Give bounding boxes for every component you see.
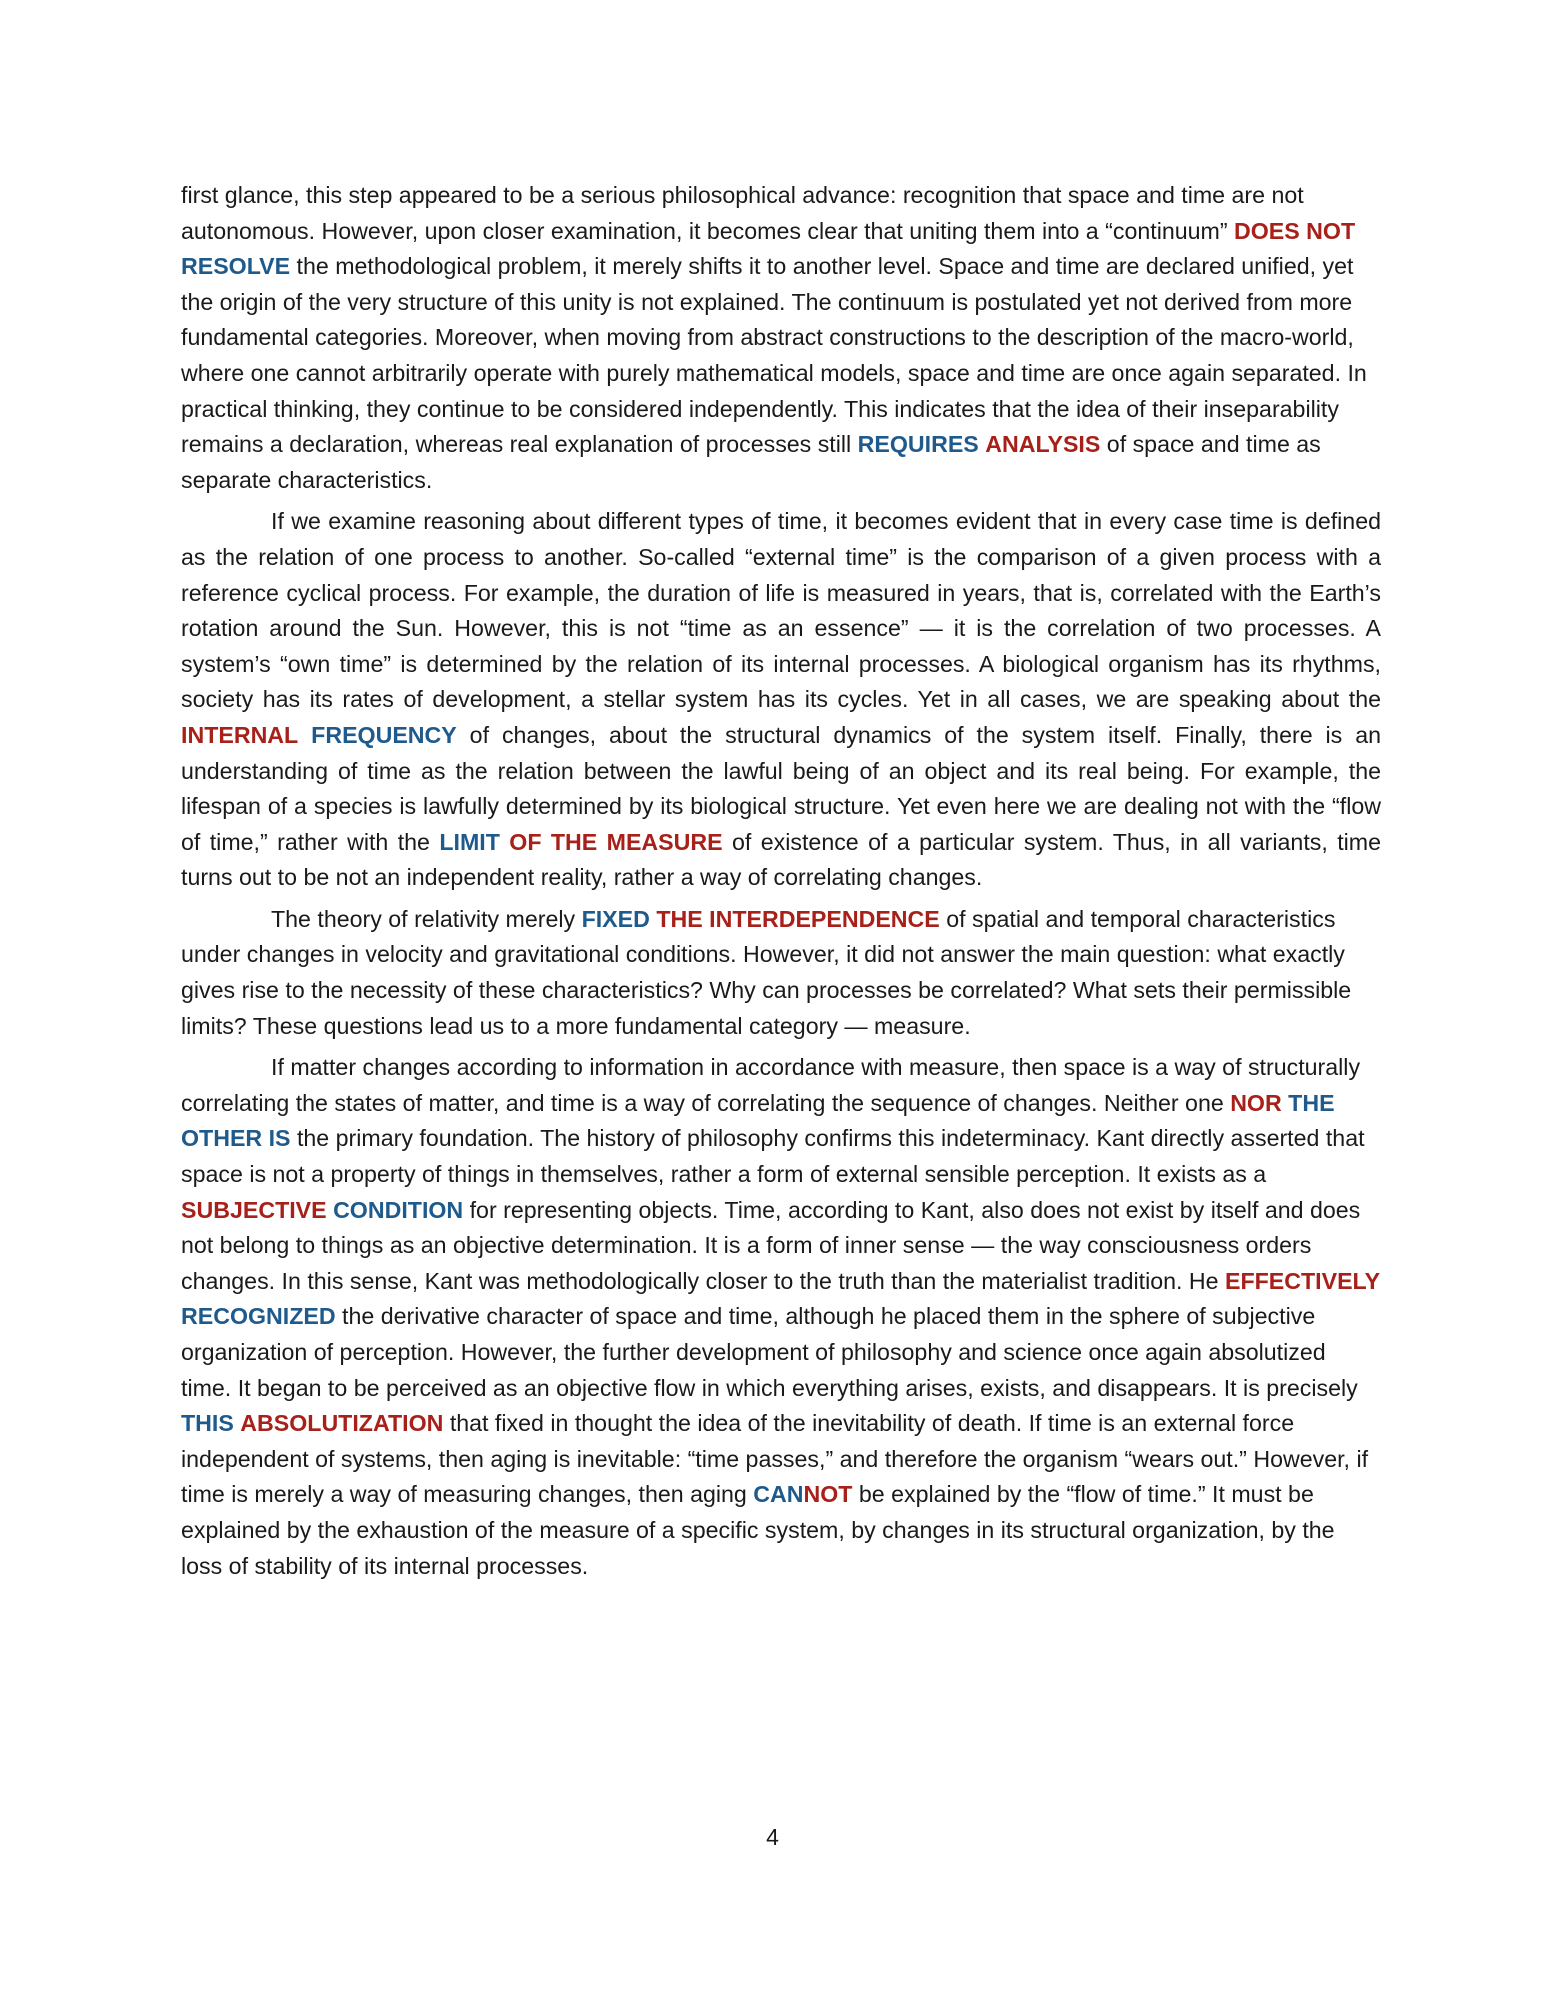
emphasis-blue: FREQUENCY: [311, 721, 457, 748]
emphasis-blue: RESOLVE: [181, 253, 291, 280]
paragraph-4: [181, 1050, 1381, 1584]
emphasis-red: OF THE MEASURE: [509, 828, 723, 855]
paragraph-1: [181, 178, 1381, 498]
text-run: for representing objects. Time, according to Kant, also does not exist by itself and does not belong to things as an objective determination. It is a form of inner sense — the way consciousness orders changes. In this sense, Kant was methodologically closer to the truth than the materialist tradition. He: [181, 1196, 1361, 1294]
text-run: The theory of relativity merely: [271, 905, 582, 932]
emphasis-red: DOES NOT: [1234, 217, 1356, 244]
emphasis-blue: REQUIRES: [857, 431, 979, 458]
paragraph-2: [181, 504, 1381, 896]
emphasis-red: SUBJECTIVE: [181, 1196, 327, 1223]
text-run: be explained by the “flow of time.” It must be explained by the exhaustion of the measure of a specific system, by changes in its structural organization, by the loss of stability of its internal processes.: [181, 1481, 1335, 1579]
text-run: If matter changes according to information in accordance with measure, then space is a way of structurally correlating the states of matter, and time is a way of correlating the sequence of changes. Neither one: [181, 1054, 1361, 1116]
text-run: that fixed in thought the idea of the inevitability of death. If time is an external force independent of systems, then aging is inevitable: “time passes,” and therefore the organism “wears out.” However, if time is merely a way of measuring changes, then aging: [181, 1410, 1369, 1508]
text-run: of space and time as separate characteristics.: [181, 431, 1321, 493]
emphasis-blue: FIXED: [581, 905, 650, 932]
emphasis-blue: CONDITION: [333, 1196, 464, 1223]
emphasis-red: NOT: [803, 1481, 853, 1508]
text-run: If we examine reasoning about different types of time, it becomes evident that in every case time is defined as the relation of one process to another. So-called “external time” is the comparison of a given process with a reference cyclical process. For example, the duration of life is measured in years, that is, correlated with the Earth’s rotation around the Sun. However, this is not “time as an essence” — it is the correlation of two processes. A system’s “own time” is determined by the relation of its internal processes. A biological organism has its rhythms, society has its rates of development, a stellar system has its cycles. Yet in all cases, we are speaking about the: [181, 508, 1381, 713]
emphasis-blue: CAN: [753, 1481, 804, 1508]
emphasis-blue: LIMIT: [439, 828, 500, 855]
emphasis-blue: THE OTHER IS: [181, 1089, 1335, 1152]
emphasis-red: ANALYSIS: [985, 431, 1101, 458]
emphasis-red: NOR: [1230, 1089, 1282, 1116]
emphasis-red: INTERNAL: [181, 721, 299, 748]
page-number: 4: [766, 1824, 779, 1850]
paragraph-3: [181, 902, 1381, 1044]
emphasis-blue: THIS: [181, 1410, 234, 1437]
emphasis-red: EFFECTIVELY: [1225, 1267, 1381, 1294]
text-run: of spatial and temporal characteristics under changes in velocity and gravitational conditions. However, it did not answer the main question: what exactly gives rise to the necessity of these characteristics? Why can processes be correlated? What sets their permissible limits? These questions lead us to a more fundamental category — measure.: [181, 905, 1352, 1039]
text-run: the primary foundation. The history of philosophy confirms this indeterminacy. Kant directly asserted that space is not a property of things in themselves, rather a form of external sensible perception. It exists as a: [181, 1125, 1365, 1188]
emphasis-red: THE INTERDEPENDENCE: [656, 905, 940, 932]
emphasis-blue: RECOGNIZED: [181, 1303, 336, 1330]
text-run: of existence of a particular system. Thus, in all variants, time turns out to be not an independent reality, rather a way of correlating changes.: [181, 828, 1381, 891]
emphasis-red: ABSOLUTIZATION: [240, 1410, 444, 1437]
text-run: [298, 722, 311, 748]
text-run: first glance, this step appeared to be a serious philosophical advance: recognition that space and time are not autonomous. However, upon closer examination, it becomes clear that uniting them into a “continuum”: [181, 182, 1304, 244]
text-run: the derivative character of space and time, although he placed them in the sphere of subjective organization of perception. However, the further development of philosophy and science once again absolutized time. It began to be perceived as an objective flow in which everything arises, exists, and disappears. It is precisely: [181, 1303, 1358, 1401]
document-body: [181, 178, 1381, 1584]
text-run: [500, 829, 509, 855]
text-run: the methodological problem, it merely shifts it to another level. Space and time are declared unified, yet the origin of the very structure of this unity is not explained. The continuum is postulated yet not derived from more fundamental categories. Moreover, when moving from abstract constructions to the description of the macro-world, where one cannot arbitrarily operate with purely mathematical models, space and time are once again separated. In practical thinking, they continue to be considered independently. This indicates that the idea of their inseparability remains a declaration, whereas real explanation of processes still: [181, 253, 1367, 458]
text-run: of changes, about the structural dynamics of the system itself. Finally, there is an understanding of time as the relation between the lawful being of an object and its real being. For example, the lifespan of a species is lawfully determined by its biological structure. Yet even here we are dealing not with the “flow of time,” rather with the: [181, 721, 1381, 855]
